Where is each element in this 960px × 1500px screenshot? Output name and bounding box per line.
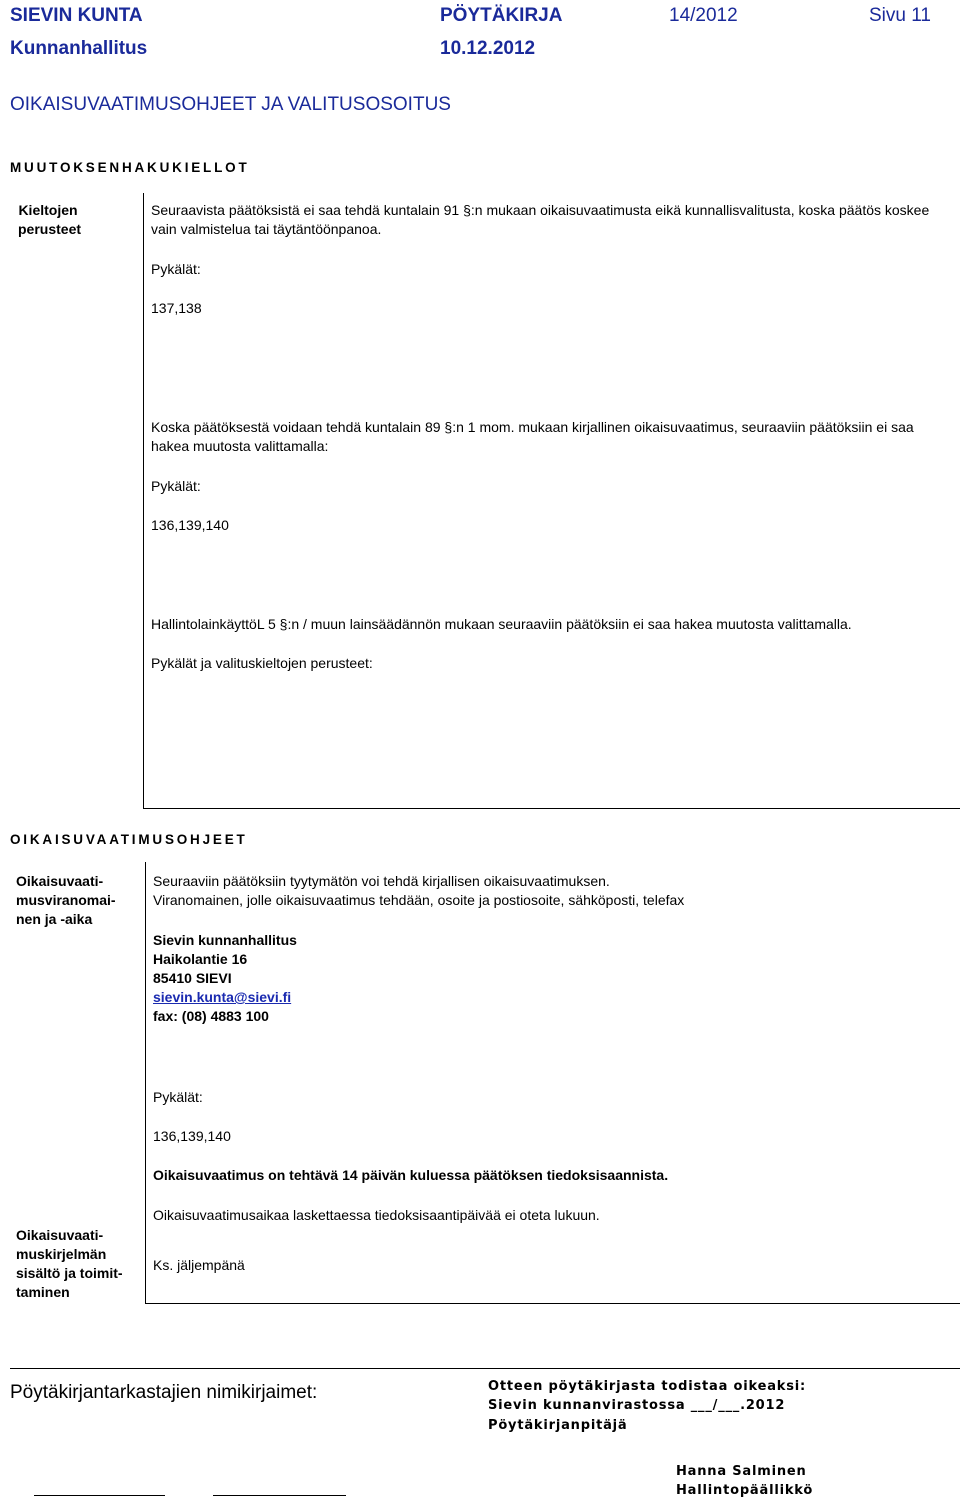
ban2-sections-label: Pykälät:	[151, 478, 201, 494]
page-title: OIKAISUVAATIMUSOHJEET JA VALITUSOSOITUS	[10, 94, 451, 115]
label-authority-and-deadline: Oikaisuvaati- musviranomai- nen ja -aika	[16, 873, 116, 927]
ban-paragraph-1: Seuraavista päätöksistä ei saa tehdä kuntalain 91 §:n mukaan oikaisuvaatimusta eikä kunnallisvalitusta, koska päätös koskee vain valmistelua tai täytäntöönpanoa.	[151, 202, 930, 237]
appeal-deadline-note: Oikaisuvaatimusaikaa laskettaessa tiedoksisaantipäivää ei oteta lukuun.	[153, 1207, 600, 1223]
meeting-date: 10.12.2012	[440, 38, 536, 59]
document-number: 14/2012	[669, 5, 738, 26]
footer-divider	[10, 1368, 960, 1369]
instructions-intro: Seuraaviin päätöksiin tyytymätön voi tehdä kirjallisen oikaisuvaatimuksen. Viranomainen, jolle oikaisuvaatimus tehdään, osoite ja postiosoite, sähköposti, telefax	[153, 873, 685, 908]
ban3-sections-label: Pykälät ja valituskieltojen perusteet:	[151, 655, 373, 671]
reviewers-initials-label: Pöytäkirjantarkastajien nimikirjaimet:	[10, 1382, 318, 1403]
signer-block	[676, 1462, 813, 1500]
meeting-body: Kunnanhallitus	[10, 38, 148, 59]
signer-name: Hanna Salminen	[676, 1464, 807, 1479]
certification-block: Otteen pöytäkirjasta todistaa oikeaksi: Sievin kunnanvirastossa ___/___.2012 Pöytäkirjanpitäjä	[488, 1379, 807, 1433]
instructions-sections-label: Pykälät:	[153, 1089, 203, 1105]
section2-box-bottom-border	[145, 1303, 960, 1304]
ban-paragraph-3: HallintolainkäyttöL 5 §:n / muun lainsäädännön mukaan seuraaviin päätöksiin ei saa hakea muutosta valittamalla.	[151, 616, 852, 632]
authority-street: Haikolantie 16	[153, 951, 248, 967]
authority-fax: fax: (08) 4883 100	[153, 1008, 269, 1024]
section-heading-appeal-instructions: OIKAISUVAATIMUSOHJEET	[10, 832, 248, 847]
municipality-name: SIEVIN KUNTA	[10, 5, 143, 26]
authority-postal: 85410 SIEVI	[153, 970, 232, 986]
authority-address	[153, 931, 297, 1026]
document-type: PÖYTÄKIRJA	[440, 5, 563, 26]
section-heading-appeal-bans: MUUTOKSENHAKUKIELLOT	[10, 160, 250, 175]
authority-name: Sievin kunnanhallitus	[153, 932, 297, 948]
ban2-sections-value: 136,139,140	[151, 517, 229, 533]
section1-box-bottom-border	[143, 808, 960, 809]
ban-paragraph-2: Koska päätöksestä voidaan tehdä kuntalain 89 §:n 1 mom. mukaan kirjallinen oikaisuvaatimus, seuraaviin päätöksiin ei saa hakea muutosta valittamalla:	[151, 419, 914, 454]
signer-title: Hallintopäällikkö	[676, 1483, 814, 1498]
initials-line-2	[213, 1495, 346, 1496]
appeal-deadline: Oikaisuvaatimus on tehtävä 14 päivän kuluessa päätöksen tiedoksisaannista.	[153, 1167, 669, 1183]
section2-box-left-border	[145, 862, 146, 1304]
initials-line-1	[34, 1495, 165, 1496]
ban1-sections-label: Pykälät:	[151, 261, 201, 277]
label-appeal-content: Oikaisuvaati- muskirjelmän sisältö ja toimit- taminen	[16, 1227, 123, 1300]
authority-email-link[interactable]: sievin.kunta@sievi.fi	[153, 989, 292, 1005]
ban1-sections-value: 137,138	[151, 300, 202, 316]
instructions-sections-value: 136,139,140	[153, 1128, 231, 1144]
page-number: Sivu 11	[869, 5, 931, 26]
section1-box-left-border	[143, 193, 144, 809]
label-ban-grounds: Kieltojen perusteet	[18, 202, 82, 237]
see-below-text: Ks. jäljempänä	[153, 1257, 245, 1273]
